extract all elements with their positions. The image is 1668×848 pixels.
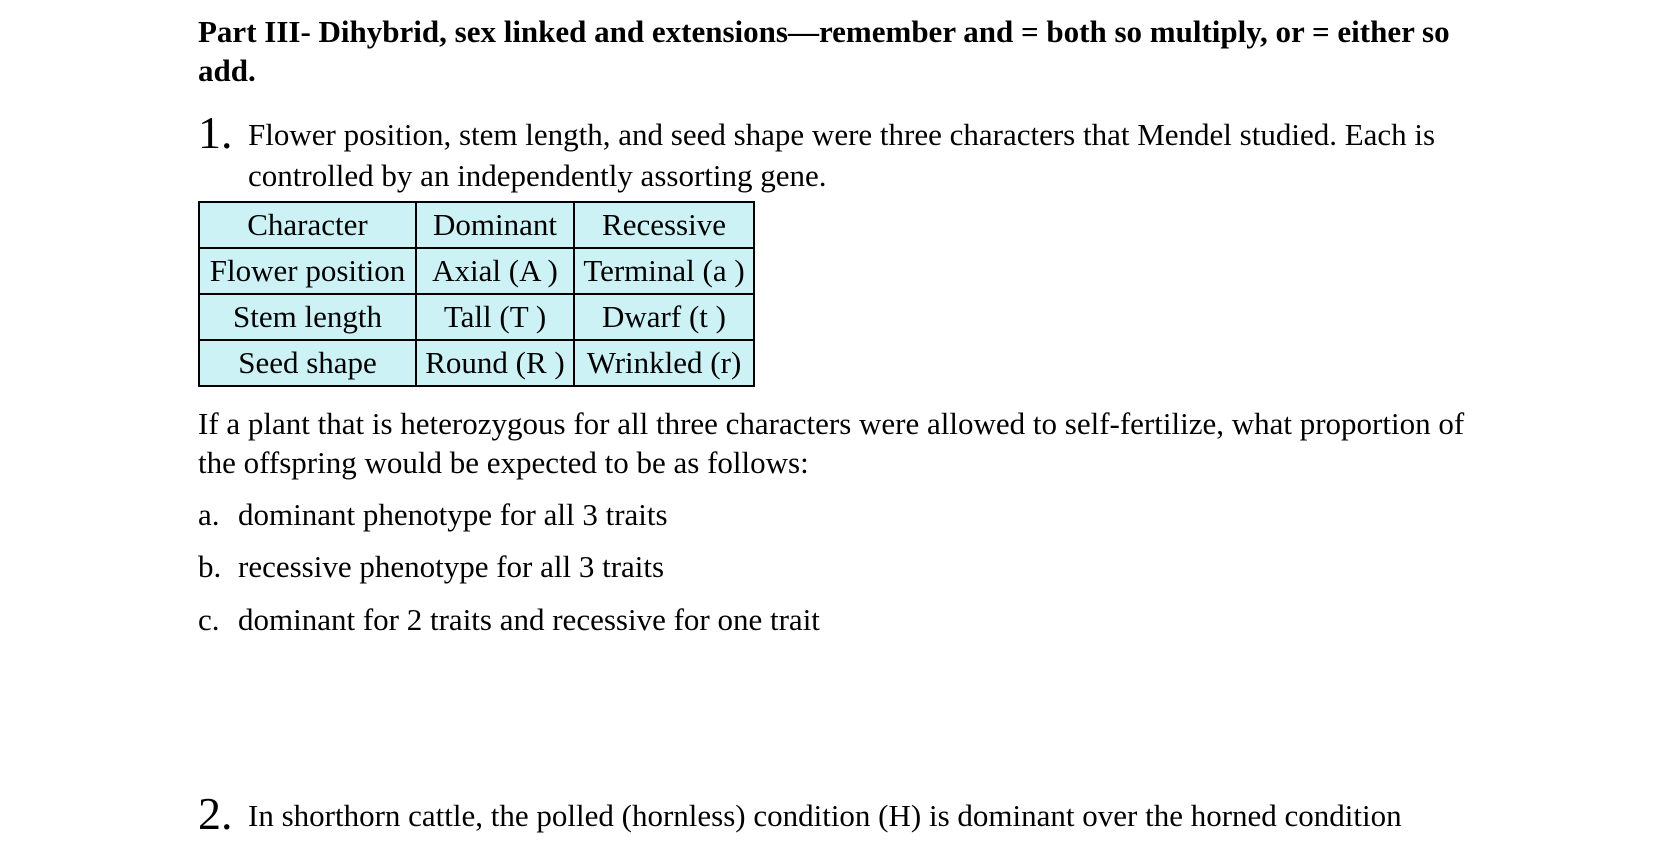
- option-a-letter: a.: [198, 497, 220, 532]
- table-cell: Flower position: [199, 248, 416, 294]
- table-cell: Axial (A ): [416, 248, 574, 294]
- question-2-number: 2.: [198, 788, 233, 839]
- question-2-text: In shorthorn cattle, the polled (hornless) condition (H) is dominant over the horned condition: [248, 798, 1402, 833]
- table-cell: Stem length: [199, 294, 416, 340]
- traits-table: [198, 201, 755, 387]
- table-row: [199, 294, 754, 340]
- option-b-letter: b.: [198, 549, 222, 584]
- table-row: [199, 248, 754, 294]
- option-c-text: dominant for 2 traits and recessive for one trait: [238, 602, 820, 637]
- question-1-text: Flower position, stem length, and seed shape were three characters that Mendel studied. Each is controlled by an independently assorting gene.: [248, 117, 1436, 193]
- option-a: [198, 495, 668, 534]
- table-cell: Round (R ): [416, 340, 574, 386]
- table-cell: Seed shape: [199, 340, 416, 386]
- table-header-row: [199, 202, 754, 248]
- table-row: [199, 340, 754, 386]
- table-cell: Dwarf (t ): [574, 294, 754, 340]
- option-b-text: recessive phenotype for all 3 traits: [238, 549, 665, 584]
- question-1-prompt: If a plant that is heterozygous for all three characters were allowed to self-fertilize, what proportion of the offspring would be expected to be as follows:: [198, 406, 1465, 480]
- table-cell: Terminal (a ): [574, 248, 754, 294]
- table-cell: Wrinkled (r): [574, 340, 754, 386]
- table-cell: Tall (T ): [416, 294, 574, 340]
- question-2: [198, 788, 1498, 839]
- header-dominant: Dominant: [416, 202, 574, 248]
- option-a-text: dominant phenotype for all 3 traits: [238, 497, 668, 532]
- section-heading: Part III- Dihybrid, sex linked and extensions—remember and = both so multiply, or = either so add.: [198, 14, 1450, 88]
- option-b: [198, 547, 664, 586]
- header-recessive: Recessive: [574, 202, 754, 248]
- option-c: [198, 600, 820, 639]
- option-c-letter: c.: [198, 602, 220, 637]
- question-1-number: 1.: [198, 107, 233, 158]
- question-1: [198, 107, 1498, 196]
- header-character: Character: [199, 202, 416, 248]
